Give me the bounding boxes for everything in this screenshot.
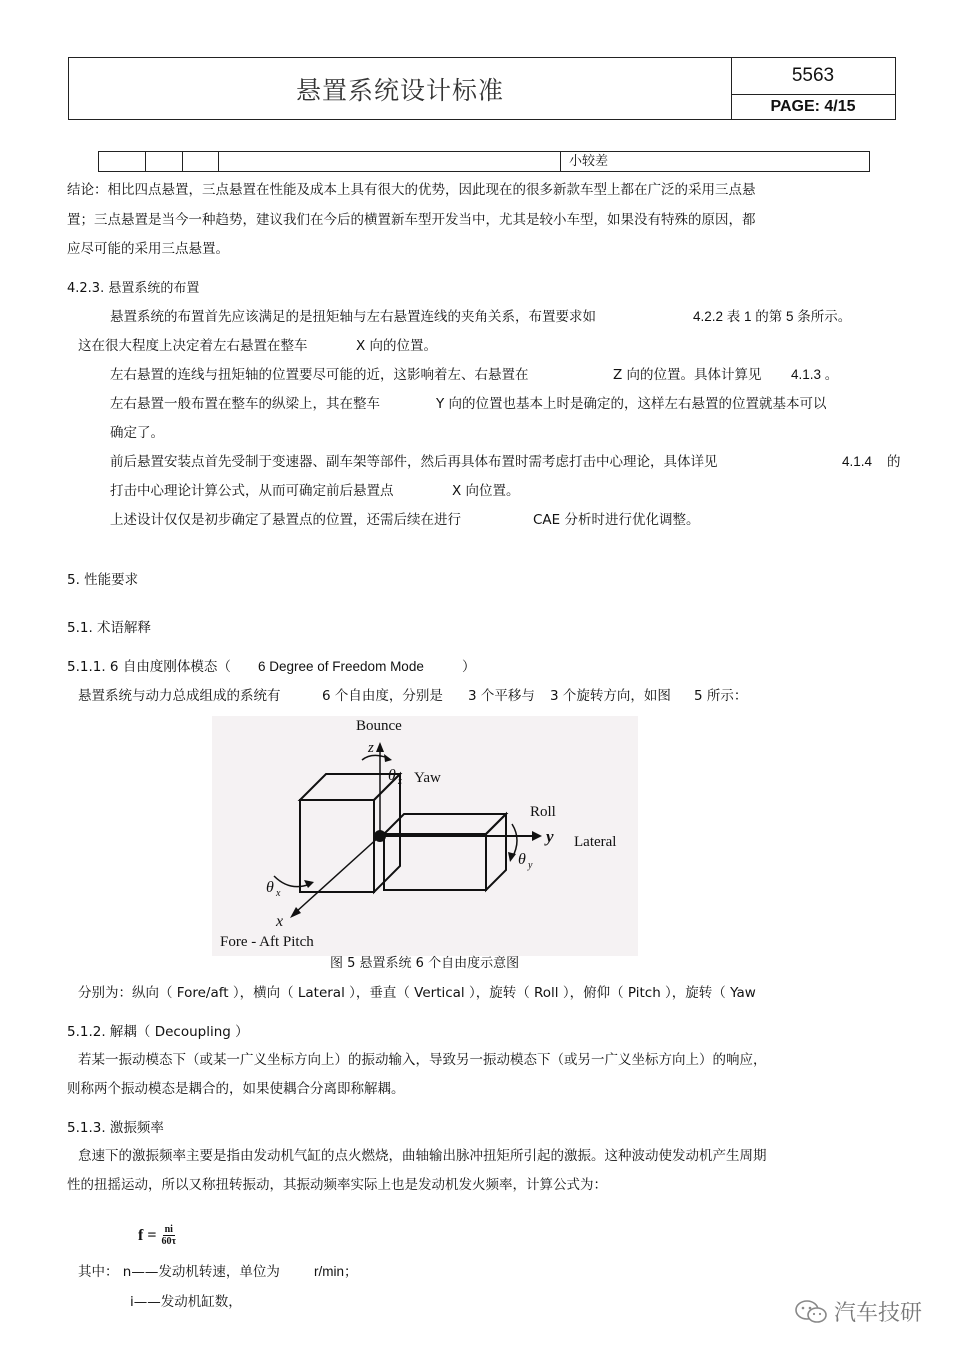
page-number: PAGE: 4/15	[770, 97, 856, 115]
paragraph-text: 的	[887, 454, 901, 470]
x-axis	[296, 836, 380, 912]
section-heading-4-2-3: 4.2.3. 悬置系统的布置	[67, 281, 200, 296]
paragraph-text: 3 个旋转方向，如图	[550, 688, 671, 704]
wechat-icon	[794, 1299, 828, 1325]
label-bounce: Bounce	[356, 718, 402, 734]
label-roll: Roll	[530, 804, 556, 820]
paragraph-text: 悬置系统与动力总成组成的系统有	[78, 688, 281, 704]
paragraph-text: 则称两个振动模态是耦合的，如果使耦合分离即称解耦。	[67, 1081, 405, 1097]
center-of-mass-dot	[374, 830, 386, 842]
paragraph-text: 若某一振动模态下（或某一广义坐标方向上）的振动输入，导致另一振动模态下（或另一广义坐标方向上）的响应，	[78, 1052, 767, 1068]
formula-denominator: 60τ	[161, 1236, 177, 1247]
document-code: 5563	[731, 58, 895, 95]
paragraph-text: 3 个平移与	[468, 688, 535, 704]
paragraph-text: 确定了。	[110, 425, 164, 441]
paragraph-text: 这在很大程度上决定着左右悬置在整车	[78, 338, 308, 354]
paragraph-text: X 向的位置。	[356, 338, 438, 354]
formula-numerator: ni	[164, 1224, 173, 1235]
label-theta-y-sub: y	[528, 860, 533, 871]
paragraph-text: 前后悬置安装点首先受制于变速器、副车架等部件，然后再具体布置时需考虑打击中心理论，具体详见	[110, 454, 718, 470]
paragraph-text: Y 向的位置也基本上时是确定的，这样左右悬置的位置就基本可以	[436, 396, 827, 412]
paragraph-text: Z 向的位置。具体计算见	[613, 367, 762, 383]
conclusion-line-1: 结论：相比四点悬置，三点悬置在性能及成本上具有很大的优势，因此现在的很多新款车型上都在广泛的采用三点悬	[67, 182, 756, 198]
label-theta-y: θ	[518, 851, 526, 868]
pitch-rotation-arc	[274, 876, 310, 887]
label-z: z	[368, 740, 374, 756]
table-cell	[98, 151, 146, 172]
paragraph-text: 其中： n——发动机转速，单位为	[78, 1264, 280, 1280]
paragraph-text: 左右悬置一般布置在整车的纵梁上，其在整车	[110, 396, 380, 412]
conclusion-line-2: 置；三点悬置是当今一种趋势，建议我们在今后的横置新车型开发当中，尤其是较小车型，如果没有特殊的原因，都	[67, 212, 756, 228]
section-heading-5-1-1: 5.1.1. 6 自由度刚体模态（	[67, 659, 231, 675]
section-heading-5-1-1-en: 6 Degree of Freedom Mode	[258, 659, 424, 674]
roll-rotation-arc	[512, 824, 517, 858]
document-title: 悬置系统设计标准	[69, 58, 732, 119]
pitch-arrow-head	[304, 880, 314, 888]
yaw-arrow-head	[384, 754, 392, 762]
table-cell	[145, 151, 183, 172]
label-x: x	[276, 913, 284, 930]
section-heading-5-1-1-end: ）	[462, 659, 476, 675]
document-header	[68, 57, 896, 120]
watermark-text: 汽车技研	[834, 1301, 923, 1326]
paragraph-text: i——发动机缸数，	[130, 1294, 242, 1310]
figure-caption: 图 5 悬置系统 6 个自由度示意图	[330, 956, 520, 971]
label-fore-aft-pitch: Fore - Aft Pitch	[220, 934, 314, 950]
paragraph-text: CAE 分析时进行优化调整。	[533, 512, 700, 528]
section-heading-5: 5. 性能要求	[67, 572, 139, 588]
formula-fraction	[159, 1224, 178, 1247]
paragraph-text: 上述设计仅仅是初步确定了悬置点的位置，还需后续在进行	[110, 512, 461, 528]
paragraph-text: r/min；	[314, 1264, 358, 1279]
table-cell	[218, 151, 561, 172]
y-axis-arrow	[532, 831, 542, 841]
paragraph-text: 怠速下的激振频率主要是指由发动机气缸的点火燃烧，曲轴输出脉冲扭矩所引起的激振。这种波动使发动机产生周期	[78, 1148, 767, 1164]
label-lateral: Lateral	[574, 834, 617, 850]
dof-diagram-drawing	[212, 716, 638, 956]
label-yaw: Yaw	[414, 770, 441, 786]
label-y: y	[546, 827, 554, 846]
label-theta-x: θ	[266, 879, 274, 896]
label-theta-z: θ	[388, 767, 396, 784]
formula-lhs: f =	[138, 1226, 157, 1244]
paragraph-text: 4.1.3 。	[791, 367, 839, 382]
table-cell	[182, 151, 219, 172]
section-heading-5-1-2: 5.1.2. 解耦（ Decoupling ）	[67, 1024, 249, 1040]
label-theta-z-sub: z	[398, 776, 402, 787]
watermark	[794, 1296, 922, 1327]
paragraph-text: 5 所示：	[694, 688, 748, 704]
paragraph-text: 性的扭摇运动，所以又称扭转振动，其振动频率实际上也是发动机发火频率，计算公式为：	[67, 1177, 607, 1193]
table-cell-rating: 小较差	[560, 151, 870, 172]
paragraph-text: 4.1.4	[842, 454, 873, 469]
paragraph-text: 6 个自由度，分别是	[322, 688, 443, 704]
paragraph-text: X 向位置。	[452, 483, 520, 499]
firing-frequency-formula	[138, 1224, 178, 1247]
section-heading-5-1: 5.1. 术语解释	[67, 620, 152, 636]
dof-list: 分别为：纵向（ Fore/aft ），横向（ Lateral ），垂直（ Vertical ），旋转（ Roll ），俯仰（ Pitch ），旋转（ Yaw	[78, 985, 756, 1001]
yaw-rotation-arc	[362, 755, 388, 760]
conclusion-line-3: 应尽可能的采用三点悬置。	[67, 241, 229, 257]
paragraph-text: 左右悬置的连线与扭矩轴的位置要尽可能的近，这影响着左、右悬置在	[110, 367, 529, 383]
z-axis-arrow	[376, 742, 384, 752]
paragraph-text: 打击中心理论计算公式，从而可确定前后悬置点	[110, 483, 394, 499]
paragraph-text: 悬置系统的布置首先应该满足的是扭矩轴与左右悬置连线的夹角关系，布置要求如	[110, 309, 596, 325]
paragraph-text: 4.2.2 表 1 的第 5 条所示。	[693, 309, 852, 324]
transmission-shape	[384, 814, 506, 890]
dof-diagram	[212, 716, 638, 956]
label-theta-x-sub: x	[276, 888, 281, 899]
section-heading-5-1-3: 5.1.3. 激振频率	[67, 1120, 164, 1136]
